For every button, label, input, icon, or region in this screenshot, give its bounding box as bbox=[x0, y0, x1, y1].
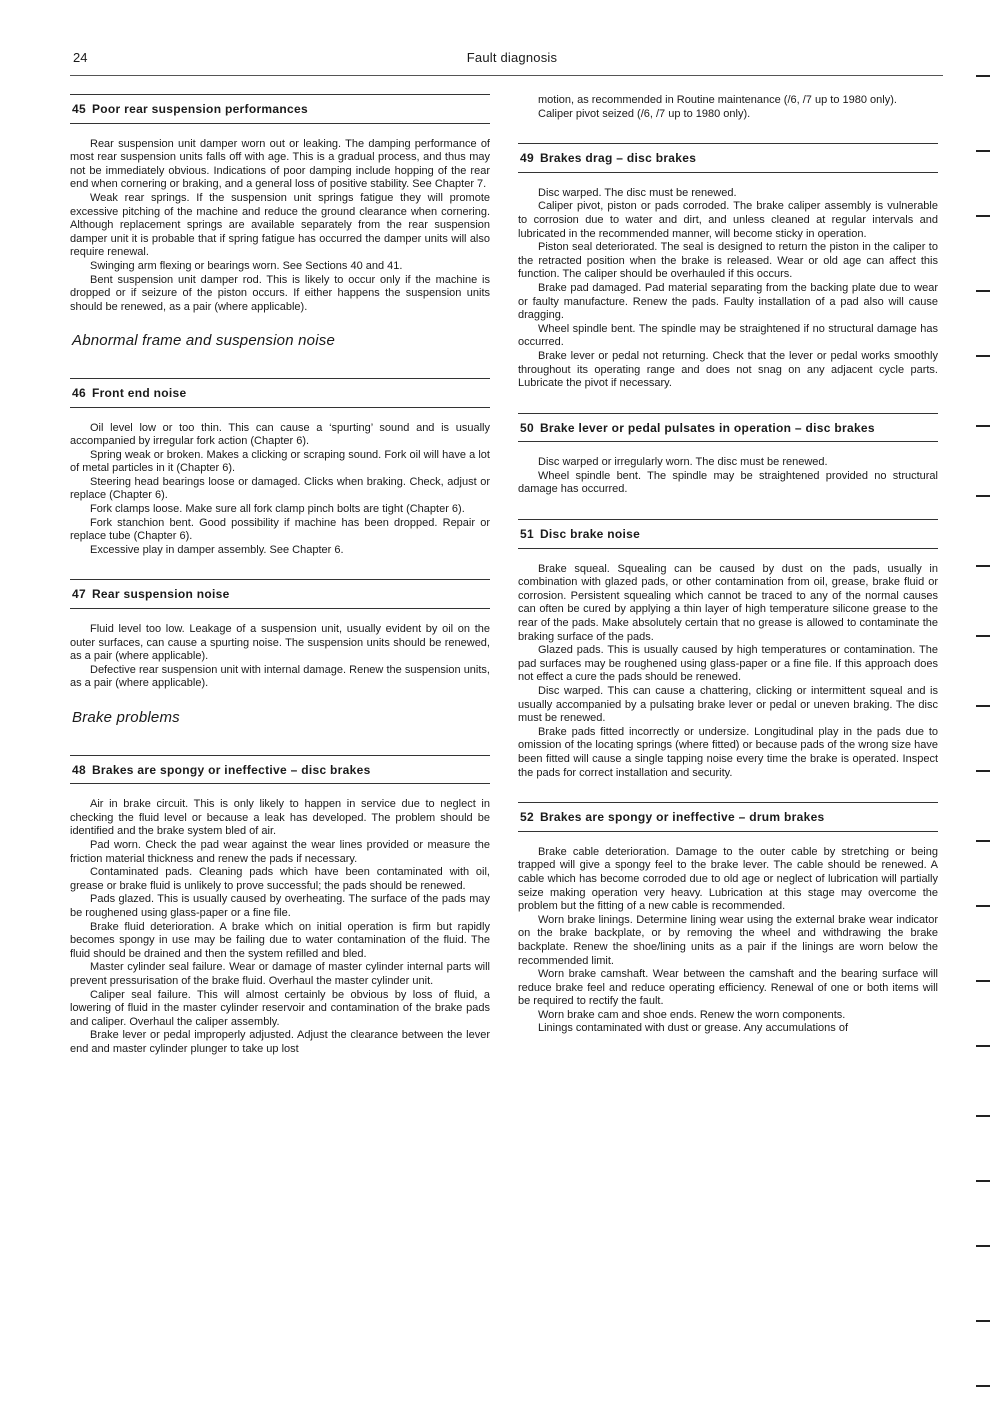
paragraph: Worn brake camshaft. Wear between the camshaft and the bearing surface will reduce brake feel and reduce operating efficiency. Renewal of one or both items will be required to rectify the fault. bbox=[518, 968, 938, 1008]
margin-tick bbox=[976, 290, 990, 292]
section-number: 46 bbox=[72, 385, 86, 400]
part-heading: Brake problems bbox=[72, 709, 180, 726]
section-title: Brakes are spongy or ineffective – drum brakes bbox=[539, 810, 825, 825]
section-gap bbox=[518, 121, 938, 143]
paragraph: Caliper seal failure. This will almost certainly be obvious by loss of fluid, a lowering of fluid in the master cylinder reservoir and contamination of the brake pads and caliper. Overhaul the caliper assembly. bbox=[70, 988, 490, 1028]
paragraph: Pad worn. Check the pad wear against the wear lines provided or measure the friction material thickness and renew the pads if necessary. bbox=[70, 838, 490, 865]
paragraph: Rear suspension unit damper worn out or leaking. The damping performance of most rear suspension units falls off with age. This is a gradual process, and thus may not be immediately obvious. Indications of poor damping include hopping of the rear end when cornering or braking, and a general loss of positive stability. See Chapter 7. bbox=[70, 137, 490, 191]
paragraph: Disc warped. This can cause a chattering, clicking or intermittent squeal and is usually accompanied by a pulsating brake lever or pedal or uneven braking. The disc must be renewed. bbox=[518, 685, 938, 725]
section-heading-49 bbox=[518, 143, 938, 173]
section-gap bbox=[518, 391, 938, 413]
paragraph: Wheel spindle bent. The spindle may be straightened provided no structural damage has occurred. bbox=[518, 469, 938, 496]
margin-tick bbox=[976, 1115, 990, 1117]
paragraph: Fluid level too low. Leakage of a suspension unit, usually evident by oil on the outer surfaces, can cause a spurting noise. The suspension units should be renewed, as a pair (where applicable). bbox=[70, 623, 490, 663]
paragraph: Caliper pivot seized (/6, /7 up to 1980 only). bbox=[538, 107, 751, 120]
paragraph: Brake pad damaged. Pad material separating from the backing plate due to wear or faulty manufacture. Renew the pads. Faulty installation of a pad also will cause dragging. bbox=[518, 281, 938, 322]
section-gap bbox=[70, 557, 490, 579]
section-number: 51 bbox=[520, 527, 534, 542]
paragraph: Air in brake circuit. This is only likely to happen in service due to neglect in checking the fluid level or because a leak has developed. The problem should be identified and the brake system bled of air. bbox=[70, 798, 490, 838]
paragraph: motion, as recommended in Routine maintenance (/6, /7 up to 1980 only). bbox=[538, 94, 897, 106]
margin-tick bbox=[976, 425, 990, 427]
page-number: 24 bbox=[73, 50, 88, 65]
section-heading-46 bbox=[70, 378, 490, 408]
margin-tick bbox=[976, 150, 990, 152]
paragraph: Linings contaminated with dust or grease. Any accumulations of bbox=[538, 1022, 849, 1035]
paragraph: Bent suspension unit damper rod. This is likely to occur only if the machine is dropped or if seizure of the piston occurs. If either happens the suspension units should be renewed, as a pair (where applicable). bbox=[70, 273, 490, 313]
margin-tick bbox=[976, 495, 990, 497]
section-number: 52 bbox=[520, 810, 534, 825]
section-heading-50 bbox=[518, 413, 938, 443]
margin-tick bbox=[976, 1320, 990, 1322]
margin-tick bbox=[976, 565, 990, 567]
section-title: Brakes drag – disc brakes bbox=[539, 151, 697, 166]
margin-tick bbox=[976, 1245, 990, 1247]
paragraph: Brake squeal. Squealing can be caused by dust on the pads, usually in combination with glazed pads, or other contamination from oil, grease, brake fluid or corrosion. Persistent squealing which cannot be traced to any of the normal causes can often be cured by applying a thin layer of high temperature silicone grease to the rear of the pads. Make absolutely certain that no grease is allowed to contaminate the braking surface of the pads. bbox=[518, 562, 938, 643]
paragraph: Weak rear springs. If the suspension unit springs fatigue they will promote excessive pitching of the machine and reduce the ground clearance when cornering. Although replacement springs are available separately from the rear suspension damper unit it is probable that if spring fatigue has occurred the damper units will also require renewal. bbox=[70, 191, 490, 259]
margin-tick bbox=[976, 355, 990, 357]
paragraph: Worn brake linings. Determine lining wear using the external brake wear indicator on the brake backplate, or by removing the wheel and withdrawing the brake backplate. Renew the shoe/lining units as a pair if the linings are worn below the recommended limit. bbox=[518, 913, 938, 967]
margin-tick bbox=[976, 840, 990, 842]
part-heading: Abnormal frame and suspension noise bbox=[72, 332, 335, 350]
paragraph: Disc warped. The disc must be renewed. bbox=[538, 186, 737, 199]
section-heading-51 bbox=[518, 519, 938, 549]
paragraph: Spring weak or broken. Makes a clicking or scraping sound. Fork oil will have a lot of metal particles in it (Chapter 6). bbox=[70, 448, 490, 475]
paragraph: Master cylinder seal failure. Wear or damage of master cylinder internal parts will prevent pressurisation of the brake fluid. Overhaul the master cylinder unit. bbox=[70, 961, 490, 987]
paragraph: Disc warped or irregularly worn. The disc must be renewed. bbox=[538, 456, 828, 469]
section-heading-47 bbox=[70, 579, 490, 609]
paragraph: Glazed pads. This is usually caused by high temperatures or contamination. The pad surfaces may be roughened using glass-paper or a fine file. If this approach does not effect a cure the pads should be renewed. bbox=[518, 644, 938, 684]
margin-tick bbox=[976, 75, 990, 77]
paragraph: Steering head bearings loose or damaged. Clicks when braking. Check, adjust or replace (Chapter 6). bbox=[70, 475, 490, 502]
left-column bbox=[70, 94, 490, 1056]
margin-marks bbox=[956, 0, 996, 1403]
section-title: Poor rear suspension performances bbox=[91, 102, 308, 116]
margin-tick bbox=[976, 215, 990, 217]
paragraph: Brake cable deterioration. Damage to the outer cable by stretching or being trapped will give a spongy feel to the brake lever. The cable should be renewed. A cable which has become corroded due to old age or neglect of lubrication will partially seize making operation very heavy. Lubrication at this stage may overcome the problem but the fitting of a new cable is recommended. bbox=[518, 845, 938, 913]
top-rule bbox=[70, 75, 943, 76]
section-heading-45 bbox=[70, 94, 490, 124]
paragraph: Worn brake cam and shoe ends. Renew the worn components. bbox=[538, 1008, 846, 1021]
section-title: Brake lever or pedal pulsates in operation – disc brakes bbox=[539, 420, 875, 435]
section-heading-48 bbox=[70, 755, 490, 785]
margin-tick bbox=[976, 980, 990, 982]
section-gap bbox=[518, 497, 938, 519]
margin-tick bbox=[976, 770, 990, 772]
margin-tick bbox=[976, 705, 990, 707]
section-title: Rear suspension noise bbox=[91, 587, 230, 602]
paragraph: Wheel spindle bent. The spindle may be straightened if no structural damage has occurred. bbox=[518, 322, 938, 349]
section-title: Brakes are spongy or ineffective – disc brakes bbox=[91, 762, 371, 777]
paragraph: Fork clamps loose. Make sure all fork clamp pinch bolts are tight (Chapter 6). bbox=[90, 503, 465, 516]
paragraph: Fork stanchion bent. Good possibility if machine has been dropped. Repair or replace tube (Chapter 6). bbox=[70, 516, 490, 543]
margin-tick bbox=[976, 635, 990, 637]
paragraph: Defective rear suspension unit with internal damage. Renew the suspension units, as a pair (where applicable). bbox=[70, 663, 490, 690]
section-number: 45 bbox=[72, 102, 86, 116]
paragraph: Brake pads fitted incorrectly or undersize. Longitudinal play in the pads due to omission of the locating springs (where fitted) or because pads of the wrong size have been fitted will cause a single tapping noise every time the brake is operated. Inspect the pads for correct installation and security. bbox=[518, 725, 938, 779]
section-number: 50 bbox=[520, 420, 534, 435]
paragraph: Contaminated pads. Cleaning pads which have been contaminated with oil, grease or brake fluid is unlikely to prove successful; the pads should be renewed. bbox=[70, 866, 490, 892]
margin-tick bbox=[976, 1385, 990, 1387]
section-heading-52 bbox=[518, 802, 938, 832]
paragraph: Oil level low or too thin. This can cause a ‘spurting’ sound and is usually accompanied by irregular fork action (Chapter 6). bbox=[70, 421, 490, 448]
section-gap bbox=[518, 780, 938, 802]
section-title: Disc brake noise bbox=[539, 527, 641, 542]
right-column bbox=[518, 94, 938, 1036]
paragraph: Swinging arm flexing or bearings worn. See Sections 40 and 41. bbox=[90, 259, 403, 272]
margin-tick bbox=[976, 905, 990, 907]
section-number: 48 bbox=[72, 762, 86, 777]
paragraph: Brake fluid deterioration. A brake which on initial operation is firm but rapidly becomes spongy in use may be failing due to water contamination of the fluid. The fluid should be drained and then the system refilled and bled. bbox=[70, 920, 490, 960]
paragraph: Piston seal deteriorated. The seal is designed to return the piston in the caliper to the retracted position when the brake is released. Wear or old age can affect this function. The caliper should be overhauled if this occurs. bbox=[518, 241, 938, 281]
margin-tick bbox=[976, 1045, 990, 1047]
paragraph: Excessive play in damper assembly. See Chapter 6. bbox=[90, 543, 344, 556]
section-number: 49 bbox=[520, 151, 534, 166]
section-number: 47 bbox=[72, 587, 86, 602]
paragraph: Brake lever or pedal not returning. Check that the lever or pedal works smoothly throughout its operating range and does not snag on any adjacent cycle parts. Lubricate the pivot if necessary. bbox=[518, 349, 938, 390]
margin-tick bbox=[976, 1180, 990, 1182]
paragraph: Caliper pivot, piston or pads corroded. The brake caliper assembly is vulnerable to corrosion due to water and dirt, and unless cleaned at regular intervals and lubricated in the recommended manner, will become sticky in operation. bbox=[518, 200, 938, 240]
paragraph: Brake lever or pedal improperly adjusted. Adjust the clearance between the lever end and master cylinder plunger to take up lost bbox=[70, 1029, 490, 1055]
paragraph: Pads glazed. This is usually caused by overheating. The surface of the pads may be roughened using glass-paper or a fine file. bbox=[70, 893, 490, 919]
section-title: Front end noise bbox=[91, 385, 187, 400]
running-head: Fault diagnosis bbox=[466, 50, 558, 65]
